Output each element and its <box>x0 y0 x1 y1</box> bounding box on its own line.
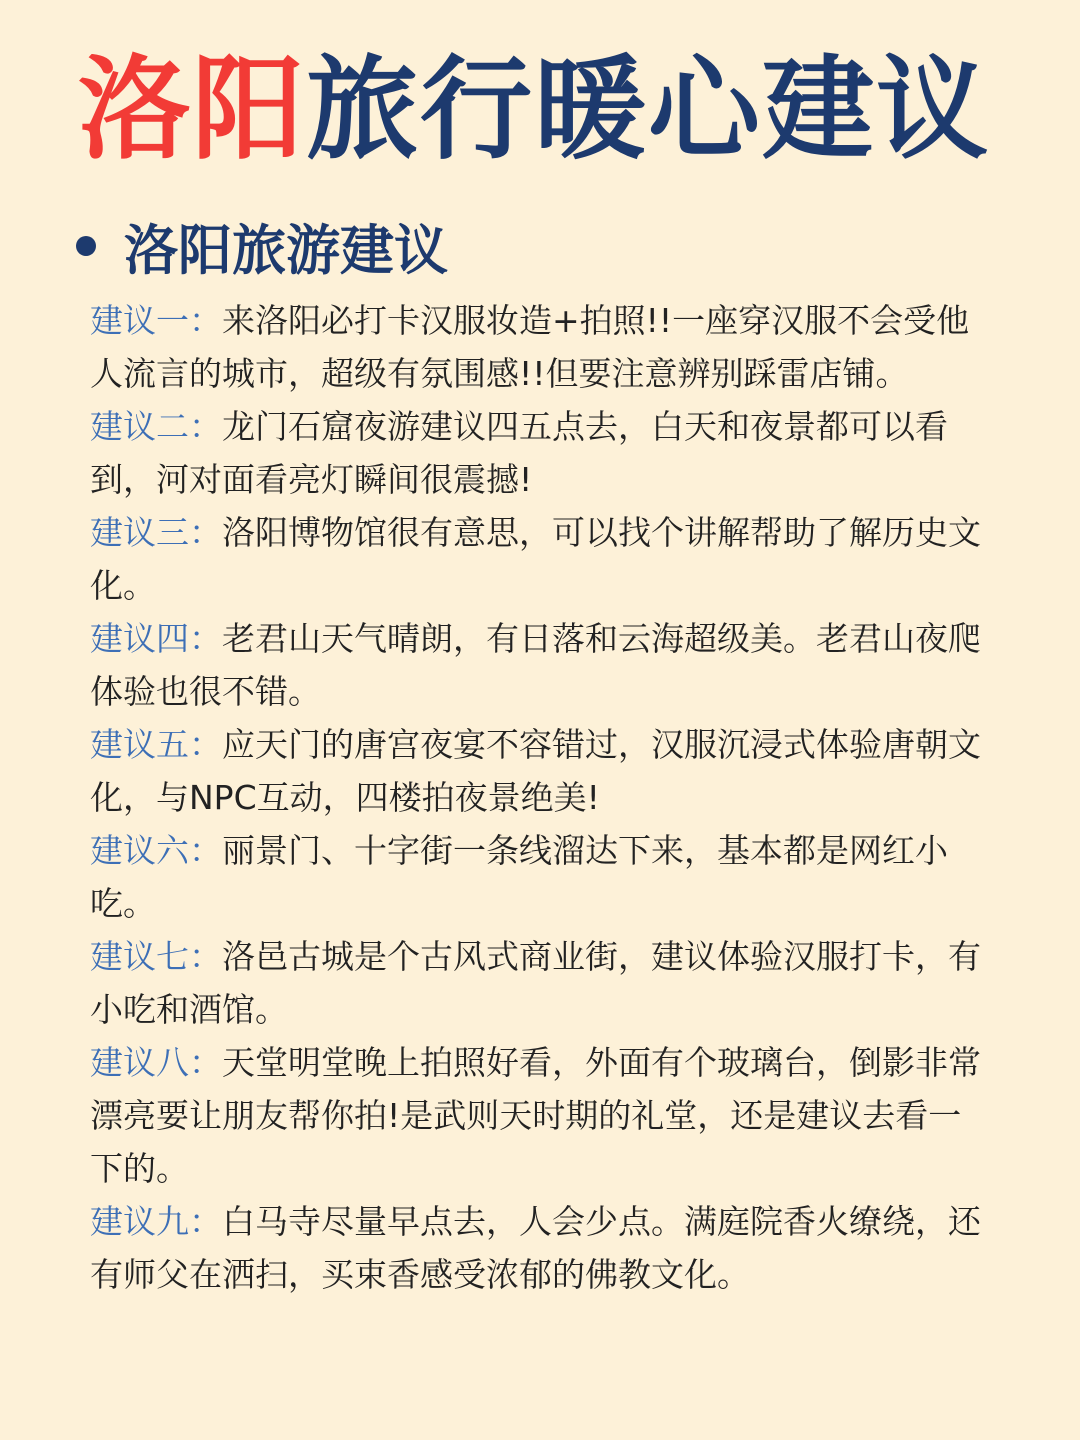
title-accent: 洛阳 <box>78 45 306 175</box>
tip-text: 天堂明堂晚上拍照好看，外面有个玻璃台，倒影非常漂亮要让朋友帮你拍!是武则天时期的礼堂，还是建议去看一下的。 <box>90 1043 981 1188</box>
bullet-dot-icon <box>76 236 96 256</box>
tip-item-4 <box>90 612 990 718</box>
tip-item-3 <box>90 506 990 612</box>
tip-item-6 <box>90 824 990 930</box>
tip-text: 洛邑古城是个古风式商业街，建议体验汉服打卡，有小吃和酒馆。 <box>90 937 981 1029</box>
tips-list <box>90 294 990 1301</box>
tip-item-8 <box>90 1036 990 1195</box>
tip-text: 老君山天气晴朗，有日落和云海超级美。老君山夜爬体验也很不错。 <box>90 619 981 711</box>
tip-label: 建议四： <box>90 619 222 658</box>
tip-item-5 <box>90 718 990 824</box>
tip-text: 来洛阳必打卡汉服妆造+拍照!!一座穿汉服不会受他人流言的城市，超级有氛围感!!但要注意辨别踩雷店铺。 <box>90 301 970 393</box>
tip-label: 建议一： <box>90 301 222 340</box>
tip-text: 丽景门、十字街一条线溜达下来，基本都是网红小吃。 <box>90 831 948 923</box>
tip-label: 建议三： <box>90 513 222 552</box>
tip-item-2 <box>90 400 990 506</box>
tip-label: 建议九： <box>90 1202 222 1241</box>
section-heading <box>76 208 448 284</box>
tip-text: 龙门石窟夜游建议四五点去，白天和夜景都可以看到，河对面看亮灯瞬间很震撼! <box>90 407 948 499</box>
tip-text: 洛阳博物馆很有意思，可以找个讲解帮助了解历史文化。 <box>90 513 981 605</box>
tip-text: 白马寺尽量早点去，人会少点。满庭院香火缭绕，还有师父在洒扫，买束香感受浓郁的佛教文化。 <box>90 1202 981 1294</box>
tip-label: 建议八： <box>90 1043 222 1082</box>
tip-label: 建议七： <box>90 937 222 976</box>
tip-text: 应天门的唐宫夜宴不容错过，汉服沉浸式体验唐朝文化，与NPC互动，四楼拍夜景绝美! <box>90 725 981 817</box>
tip-item-7 <box>90 930 990 1036</box>
title-main: 旅行暖心建议 <box>306 45 990 175</box>
tip-item-9 <box>90 1195 990 1301</box>
page-title <box>78 40 1018 180</box>
tip-label: 建议二： <box>90 407 222 446</box>
tip-item-1 <box>90 294 990 400</box>
section-title: 洛阳旅游建议 <box>124 218 448 282</box>
tip-label: 建议六： <box>90 831 222 870</box>
tip-label: 建议五： <box>90 725 222 764</box>
